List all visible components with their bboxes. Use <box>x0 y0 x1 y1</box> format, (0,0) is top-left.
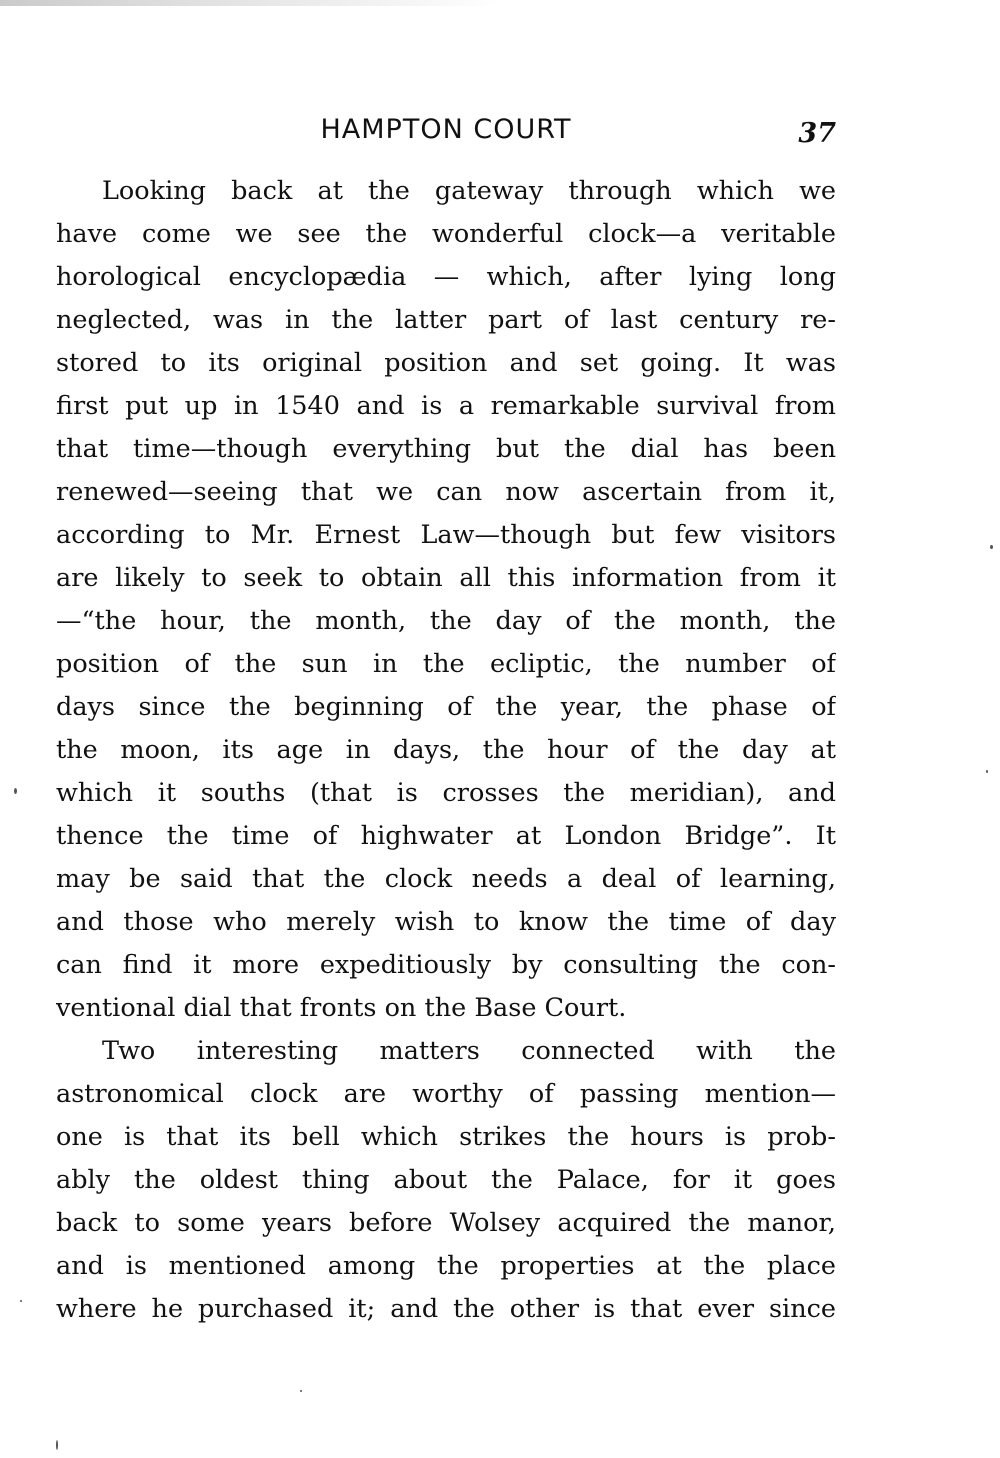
scan-speck <box>20 1300 22 1302</box>
text-line: may be said that the clock needs a deal of learning, <box>56 864 836 894</box>
text-line: thence the time of highwater at London Bridge”. It <box>56 821 836 851</box>
text-line: neglected, was in the latter part of last century re- <box>56 305 836 335</box>
text-line: horological encyclopædia — which, after lying long <box>56 262 836 292</box>
running-head <box>56 114 836 158</box>
text-line: the moon, its age in days, the hour of the day at <box>56 735 836 765</box>
text-line: and is mentioned among the properties at the place <box>56 1251 836 1281</box>
text-line: are likely to seek to obtain all this information from it <box>56 563 836 593</box>
scan-speck <box>300 1390 302 1392</box>
text-line: have come we see the wonderful clock—a veritable <box>56 219 836 249</box>
running-title: HAMPTON COURT <box>320 114 572 145</box>
text-line: ventional dial that fronts on the Base Court. <box>56 993 627 1023</box>
text-line: ably the oldest thing about the Palace, for it goes <box>56 1165 836 1195</box>
text-line: stored to its original position and set going. It was <box>56 348 836 378</box>
text-line: renewed—seeing that we can now ascertain from it, <box>56 477 836 507</box>
text-line: where he purchased it; and the other is that ever since <box>56 1294 836 1324</box>
text-line: Two interesting matters connected with the <box>102 1036 836 1066</box>
text-line: can find it more expeditiously by consulting the con- <box>56 950 836 980</box>
text-line: one is that its bell which strikes the hours is prob- <box>56 1122 836 1152</box>
text-line: Looking back at the gateway through which we <box>102 176 836 206</box>
text-line: according to Mr. Ernest Law—though but few visitors <box>56 520 836 550</box>
text-line: first put up in 1540 and is a remarkable survival from <box>56 391 836 421</box>
scan-edge-shadow <box>0 0 500 6</box>
text-line: back to some years before Wolsey acquired the manor, <box>56 1208 836 1238</box>
scan-speck <box>14 788 17 794</box>
page-number: 37 <box>798 118 836 149</box>
text-line: that time—though everything but the dial has been <box>56 434 836 464</box>
scan-speck <box>56 1440 58 1450</box>
text-line: days since the beginning of the year, the phase of <box>56 692 836 722</box>
text-line: —“the hour, the month, the day of the month, the <box>56 606 836 636</box>
body-text <box>56 170 836 1331</box>
scan-speck <box>990 545 993 549</box>
text-line: and those who merely wish to know the time of day <box>56 907 836 937</box>
text-line: astronomical clock are worthy of passing mention— <box>56 1079 836 1109</box>
scan-speck <box>986 770 988 773</box>
text-line: which it souths (that is crosses the meridian), and <box>56 778 836 808</box>
text-line: position of the sun in the ecliptic, the number of <box>56 649 836 679</box>
